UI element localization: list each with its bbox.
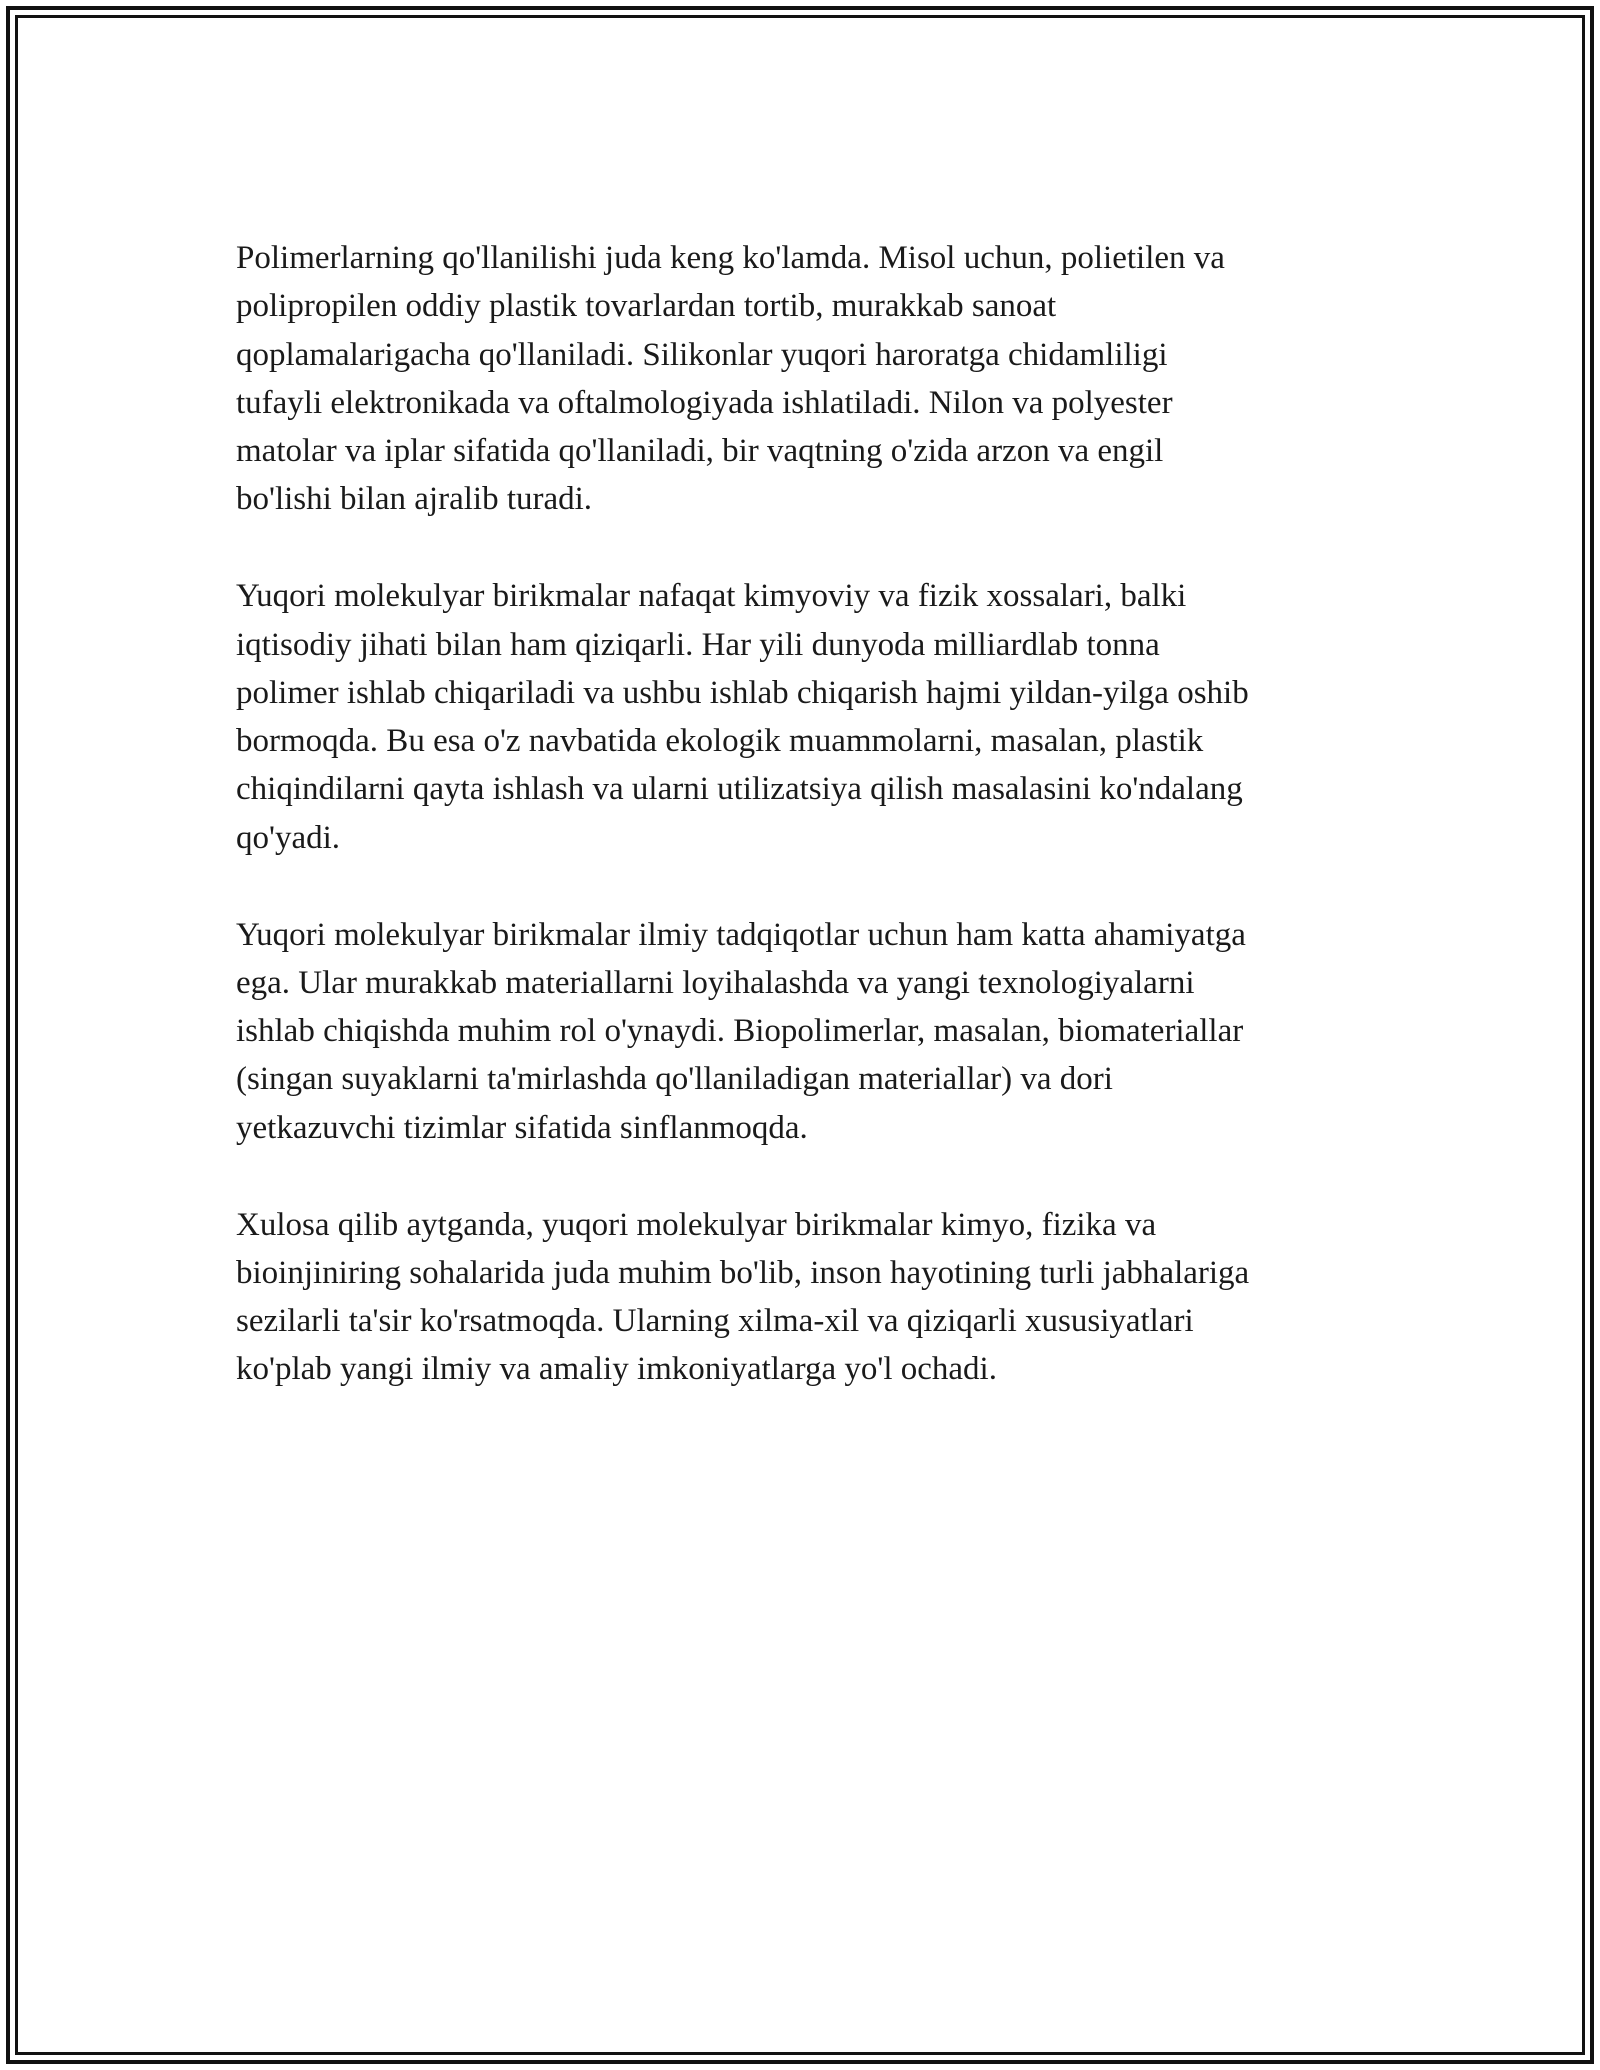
text-line: Yuqori molekulyar birikmalar nafaqat kimyoviy va fizik xossalari, balki (236, 578, 1187, 615)
text-line: ega. Ular murakkab materiallarni loyihalashda va yangi texnologiyalarni (236, 964, 1195, 1001)
text-line: qoplamalarigacha qo'llaniladi. Silikonlar yuqori haroratga chidamliligi (236, 336, 1168, 373)
text-line: iqtisodiy jihati bilan ham qiziqarli. Har yili dunyoda milliardlab tonna (236, 626, 1160, 663)
text-line: Yuqori molekulyar birikmalar ilmiy tadqiqotlar uchun ham katta ahamiyatga (236, 916, 1246, 953)
text-line: polimer ishlab chiqariladi va ushbu ishlab chiqarish hajmi yildan-yilga oshib (236, 674, 1249, 711)
text-line: sezilarli ta'sir ko'rsatmoqda. Ularning xilma-xil va qiziqarli xususiyatlari (236, 1303, 1194, 1340)
paragraph-economic-aspect (236, 572, 1376, 862)
text-line: qo'yadi. (236, 819, 341, 856)
text-line: bioinjiniring sohalarida juda muhim bo'lib, inson hayotining turli jabhalariga (236, 1254, 1250, 1291)
text-line: tufayli elektronikada va oftalmologiyada ishlatiladi. Nilon va polyester (236, 384, 1173, 421)
text-line: Xulosa qilib aytganda, yuqori molekulyar birikmalar kimyo, fizika va (236, 1206, 1157, 1243)
text-line: polipropilen oddiy plastik tovarlardan tortib, murakkab sanoat (236, 288, 1057, 325)
text-line: bormoqda. Bu esa o'z navbatida ekologik muammolarni, masalan, plastik (236, 723, 1204, 760)
document-body (236, 234, 1376, 1442)
paragraph-scientific-research (236, 911, 1376, 1152)
text-line: Polimerlarning qo'llanilishi juda keng ko'lamda. Misol uchun, polietilen va (236, 240, 1225, 276)
text-line: bo'lishi bilan ajralib turadi. (236, 481, 593, 518)
text-line: ishlab chiqishda muhim rol o'ynaydi. Biopolimerlar, masalan, biomateriallar (236, 1013, 1244, 1050)
text-line: chiqindilarni qayta ishlash va ularni utilizatsiya qilish masalasini ko'ndalang (236, 771, 1243, 808)
text-line: ko'plab yangi ilmiy va amaliy imkoniyatlarga yo'l ochadi. (236, 1351, 997, 1388)
text-line: yetkazuvchi tizimlar sifatida sinflanmoqda. (236, 1109, 808, 1146)
paragraph-conclusion (236, 1201, 1376, 1394)
text-line: (singan suyaklarni ta'mirlashda qo'llaniladigan materiallar) va dori (236, 1061, 1113, 1098)
text-line: matolar va iplar sifatida qo'llaniladi, bir vaqtning o'zida arzon va engil (236, 433, 1164, 470)
paragraph-polymer-applications (236, 234, 1376, 524)
